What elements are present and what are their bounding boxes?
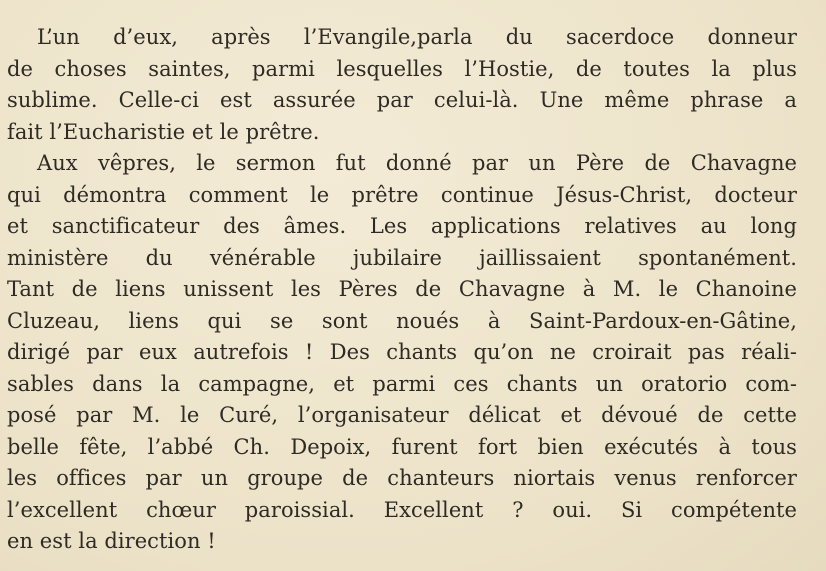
text-line: dirigé par eux autrefois ! Des chants qu’on ne croirait pas réali- xyxy=(7,340,797,364)
text-line: fait l’Eucharistie et le prêtre. xyxy=(7,119,320,144)
text-line: et sanctificateur des âmes. Les applications relatives au long xyxy=(7,214,797,238)
text-line: belle fête, l’abbé Ch. Depoix, furent fort bien exécutés à tous xyxy=(7,434,797,459)
text-line: ministère du vénérable jubilaire jaillissaient spontanément. xyxy=(7,245,797,270)
text-line: Cluzeau, liens qui se sont noués à Saint-Pardoux-en-Gâtine, xyxy=(7,308,797,333)
text-line: les offices par un groupe de chanteurs niortais venus renforcer xyxy=(7,466,797,490)
text-line: sables dans la campagne, et parmi ces chants un oratorio com- xyxy=(7,371,797,396)
paragraph-1 xyxy=(7,22,797,148)
text-line: en est la direction ! xyxy=(7,529,216,553)
paragraph-2 xyxy=(7,148,797,558)
text-line: Tant de liens unissent les Pères de Chavagne à M. le Chanoine xyxy=(7,277,797,301)
text-line: l’excellent chœur paroissial. Excellent ? oui. Si compétente xyxy=(7,497,797,522)
text-line: Aux vêpres, le sermon fut donné par un Père de Chavagne xyxy=(37,151,797,175)
text-line: sublime. Celle-ci est assurée par celui-là. Une même phrase a xyxy=(7,88,797,112)
text-line: de choses saintes, parmi lesquelles l’Hostie, de toutes la plus xyxy=(7,56,797,81)
document-page xyxy=(7,22,797,558)
text-line: qui démontra comment le prêtre continue Jésus-Christ, docteur xyxy=(7,182,797,207)
text-line: posé par M. le Curé, l’organisateur délicat et dévoué de cette xyxy=(7,403,797,427)
text-line: L’un d’eux, après l’Evangile,parla du sacerdoce donneur xyxy=(37,25,797,49)
